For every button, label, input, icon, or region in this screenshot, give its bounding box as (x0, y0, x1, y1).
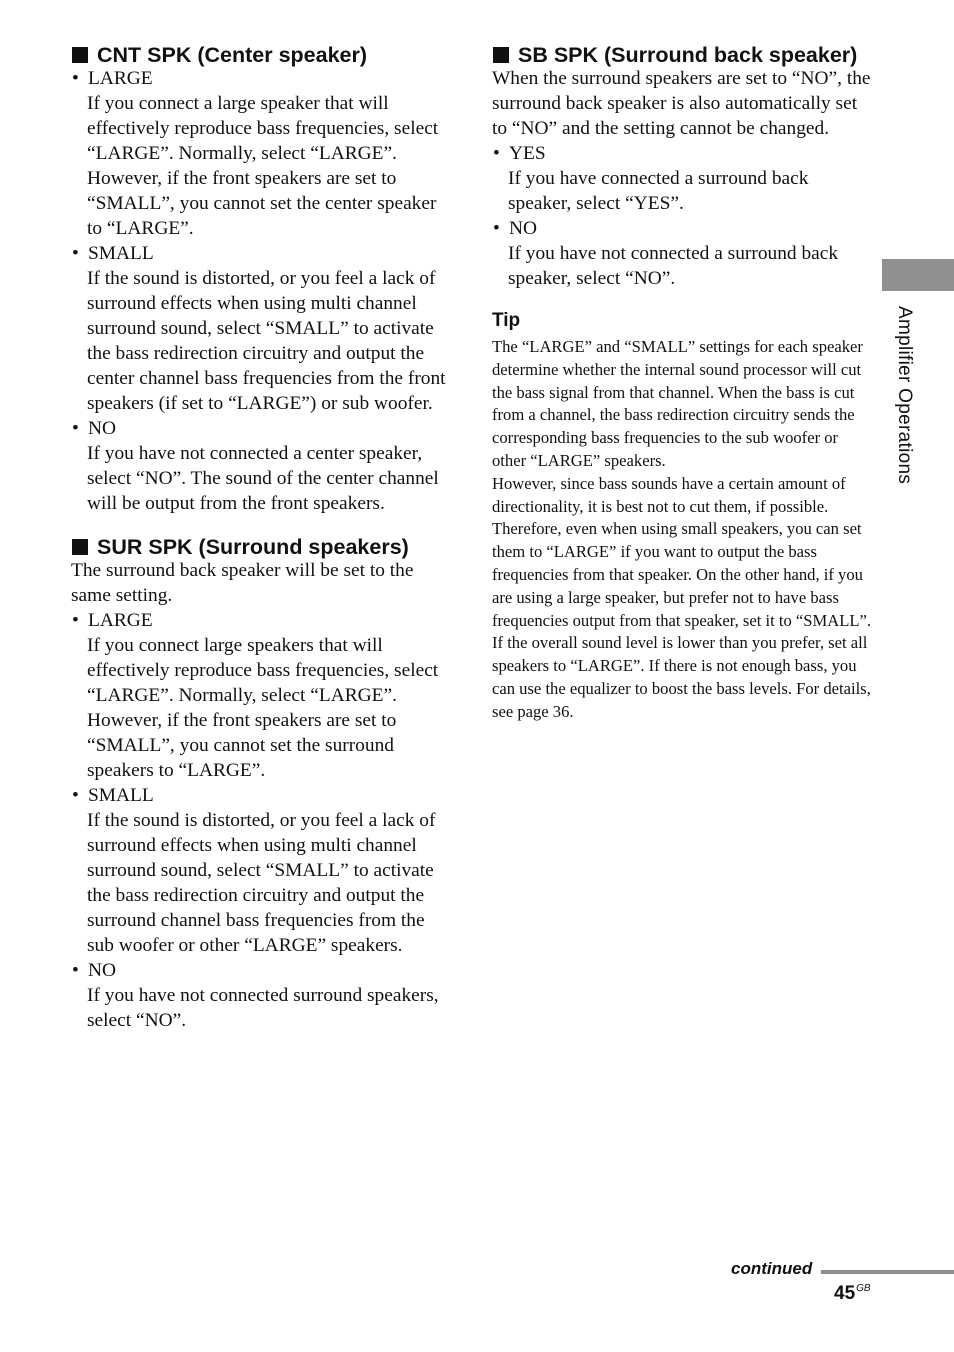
left-column (71, 44, 451, 1033)
option-label: YES (509, 143, 546, 164)
bullet-icon: • (72, 610, 79, 631)
option-label: NO (88, 418, 117, 439)
option-description: If the sound is distorted, or you feel a lack of surround effects when using multi channel surround sound, select “SMALL” to activate the bass redirection circuitry and output the surround channel bass frequencies from the sub woofer or other “LARGE” speakers. (87, 810, 436, 956)
page-number-value: 45 (834, 1283, 856, 1304)
option-description: If you connect large speakers that will effectively reproduce bass frequencies, select “LARGE”. Normally, select “LARGE”. However, if the front speakers are set to “SMALL”, you cannot set the surround speakers to “LARGE”. (87, 635, 439, 781)
option-label: SMALL (88, 243, 154, 264)
section-heading-surround-speakers: SUR SPK (Surround speakers) (71, 536, 451, 558)
right-column (492, 44, 872, 724)
section-body-surround-speakers (71, 558, 451, 1033)
tip-title: Tip (492, 310, 521, 331)
tip-paragraph: However, since bass sounds have a certain amount of directionality, it is best not to cut them, if possible. Therefore, even when using small speakers, you can set them to “LARGE” if you want to output the bass frequencies from that speaker. On the other hand, if you are using a large speaker, but prefer not to have bass frequencies output from that speaker, set it to “SMALL”. (492, 473, 872, 630)
list-item (71, 241, 451, 416)
list-item (71, 783, 451, 958)
bullet-icon: • (72, 68, 79, 89)
list-item (71, 608, 451, 783)
list-item (71, 416, 451, 516)
tip-paragraph: The “LARGE” and “SMALL” settings for each speaker determine whether the internal sound processor will cut the bass signal from that channel. When the bass is cut from a channel, the bass redirection circuitry sends the corresponding bass frequencies to the sub woofer or other “LARGE” speakers. (492, 337, 863, 470)
continued-bar (821, 1270, 954, 1274)
option-description: If you have not connected a center speaker, select “NO”. The sound of the center channel will be output from the front speakers. (87, 443, 439, 514)
option-label: LARGE (88, 68, 153, 89)
chapter-tab-marker (882, 259, 954, 291)
bullet-icon: • (493, 218, 500, 239)
tip-paragraph: If the overall sound level is lower than you prefer, set all speakers to “LARGE”. If there is not enough bass, you can use the equalizer to boost the bass levels. For details, see page 36. (492, 633, 871, 721)
list-item (71, 958, 451, 1033)
option-label: LARGE (88, 610, 153, 631)
page-number-suffix: GB (856, 1283, 871, 1294)
section-heading-center-speaker: CNT SPK (Center speaker) (71, 44, 451, 66)
option-description: If you connect a large speaker that will effectively reproduce bass frequencies, select “LARGE”. Normally, select “LARGE”. However, if the front speakers are set to “SMALL”, you cannot set the center speaker to “LARGE”. (87, 93, 439, 239)
continued-label: continued (731, 1259, 813, 1278)
bullet-icon: • (72, 785, 79, 806)
option-label: NO (509, 218, 538, 239)
square-bullet-icon (72, 47, 88, 63)
option-description: If you have connected a surround back speaker, select “YES”. (508, 168, 809, 214)
chapter-side-label: Amplifier Operations (894, 306, 915, 485)
tip-box (492, 310, 872, 724)
list-item (71, 66, 451, 241)
section-body-surround-back-speaker (492, 66, 872, 291)
option-description: If the sound is distorted, or you feel a lack of surround effects when using multi channel surround sound, select “SMALL” to activate the bass redirection circuitry and output the center channel bass frequencies from the front speakers (if set to “LARGE”) or sub woofer. (87, 268, 446, 414)
bullet-icon: • (493, 143, 500, 164)
section-intro: The surround back speaker will be set to the same setting. (71, 560, 414, 606)
square-bullet-icon (72, 539, 88, 555)
section-heading-surround-back-speaker: SB SPK (Surround back speaker) (492, 44, 872, 66)
option-label: SMALL (88, 785, 154, 806)
list-item (492, 216, 872, 291)
bullet-icon: • (72, 243, 79, 264)
page-number (834, 1283, 871, 1305)
option-description: If you have not connected surround speakers, select “NO”. (87, 985, 439, 1031)
bullet-icon: • (72, 960, 79, 981)
bullet-icon: • (72, 418, 79, 439)
section-body-center-speaker (71, 66, 451, 516)
list-item (492, 141, 872, 216)
option-description: If you have not connected a surround back speaker, select “NO”. (508, 243, 839, 289)
square-bullet-icon (493, 47, 509, 63)
section-intro: When the surround speakers are set to “NO”, the surround back speaker is also automatically set to “NO” and the setting cannot be changed. (492, 68, 871, 139)
option-label: NO (88, 960, 117, 981)
